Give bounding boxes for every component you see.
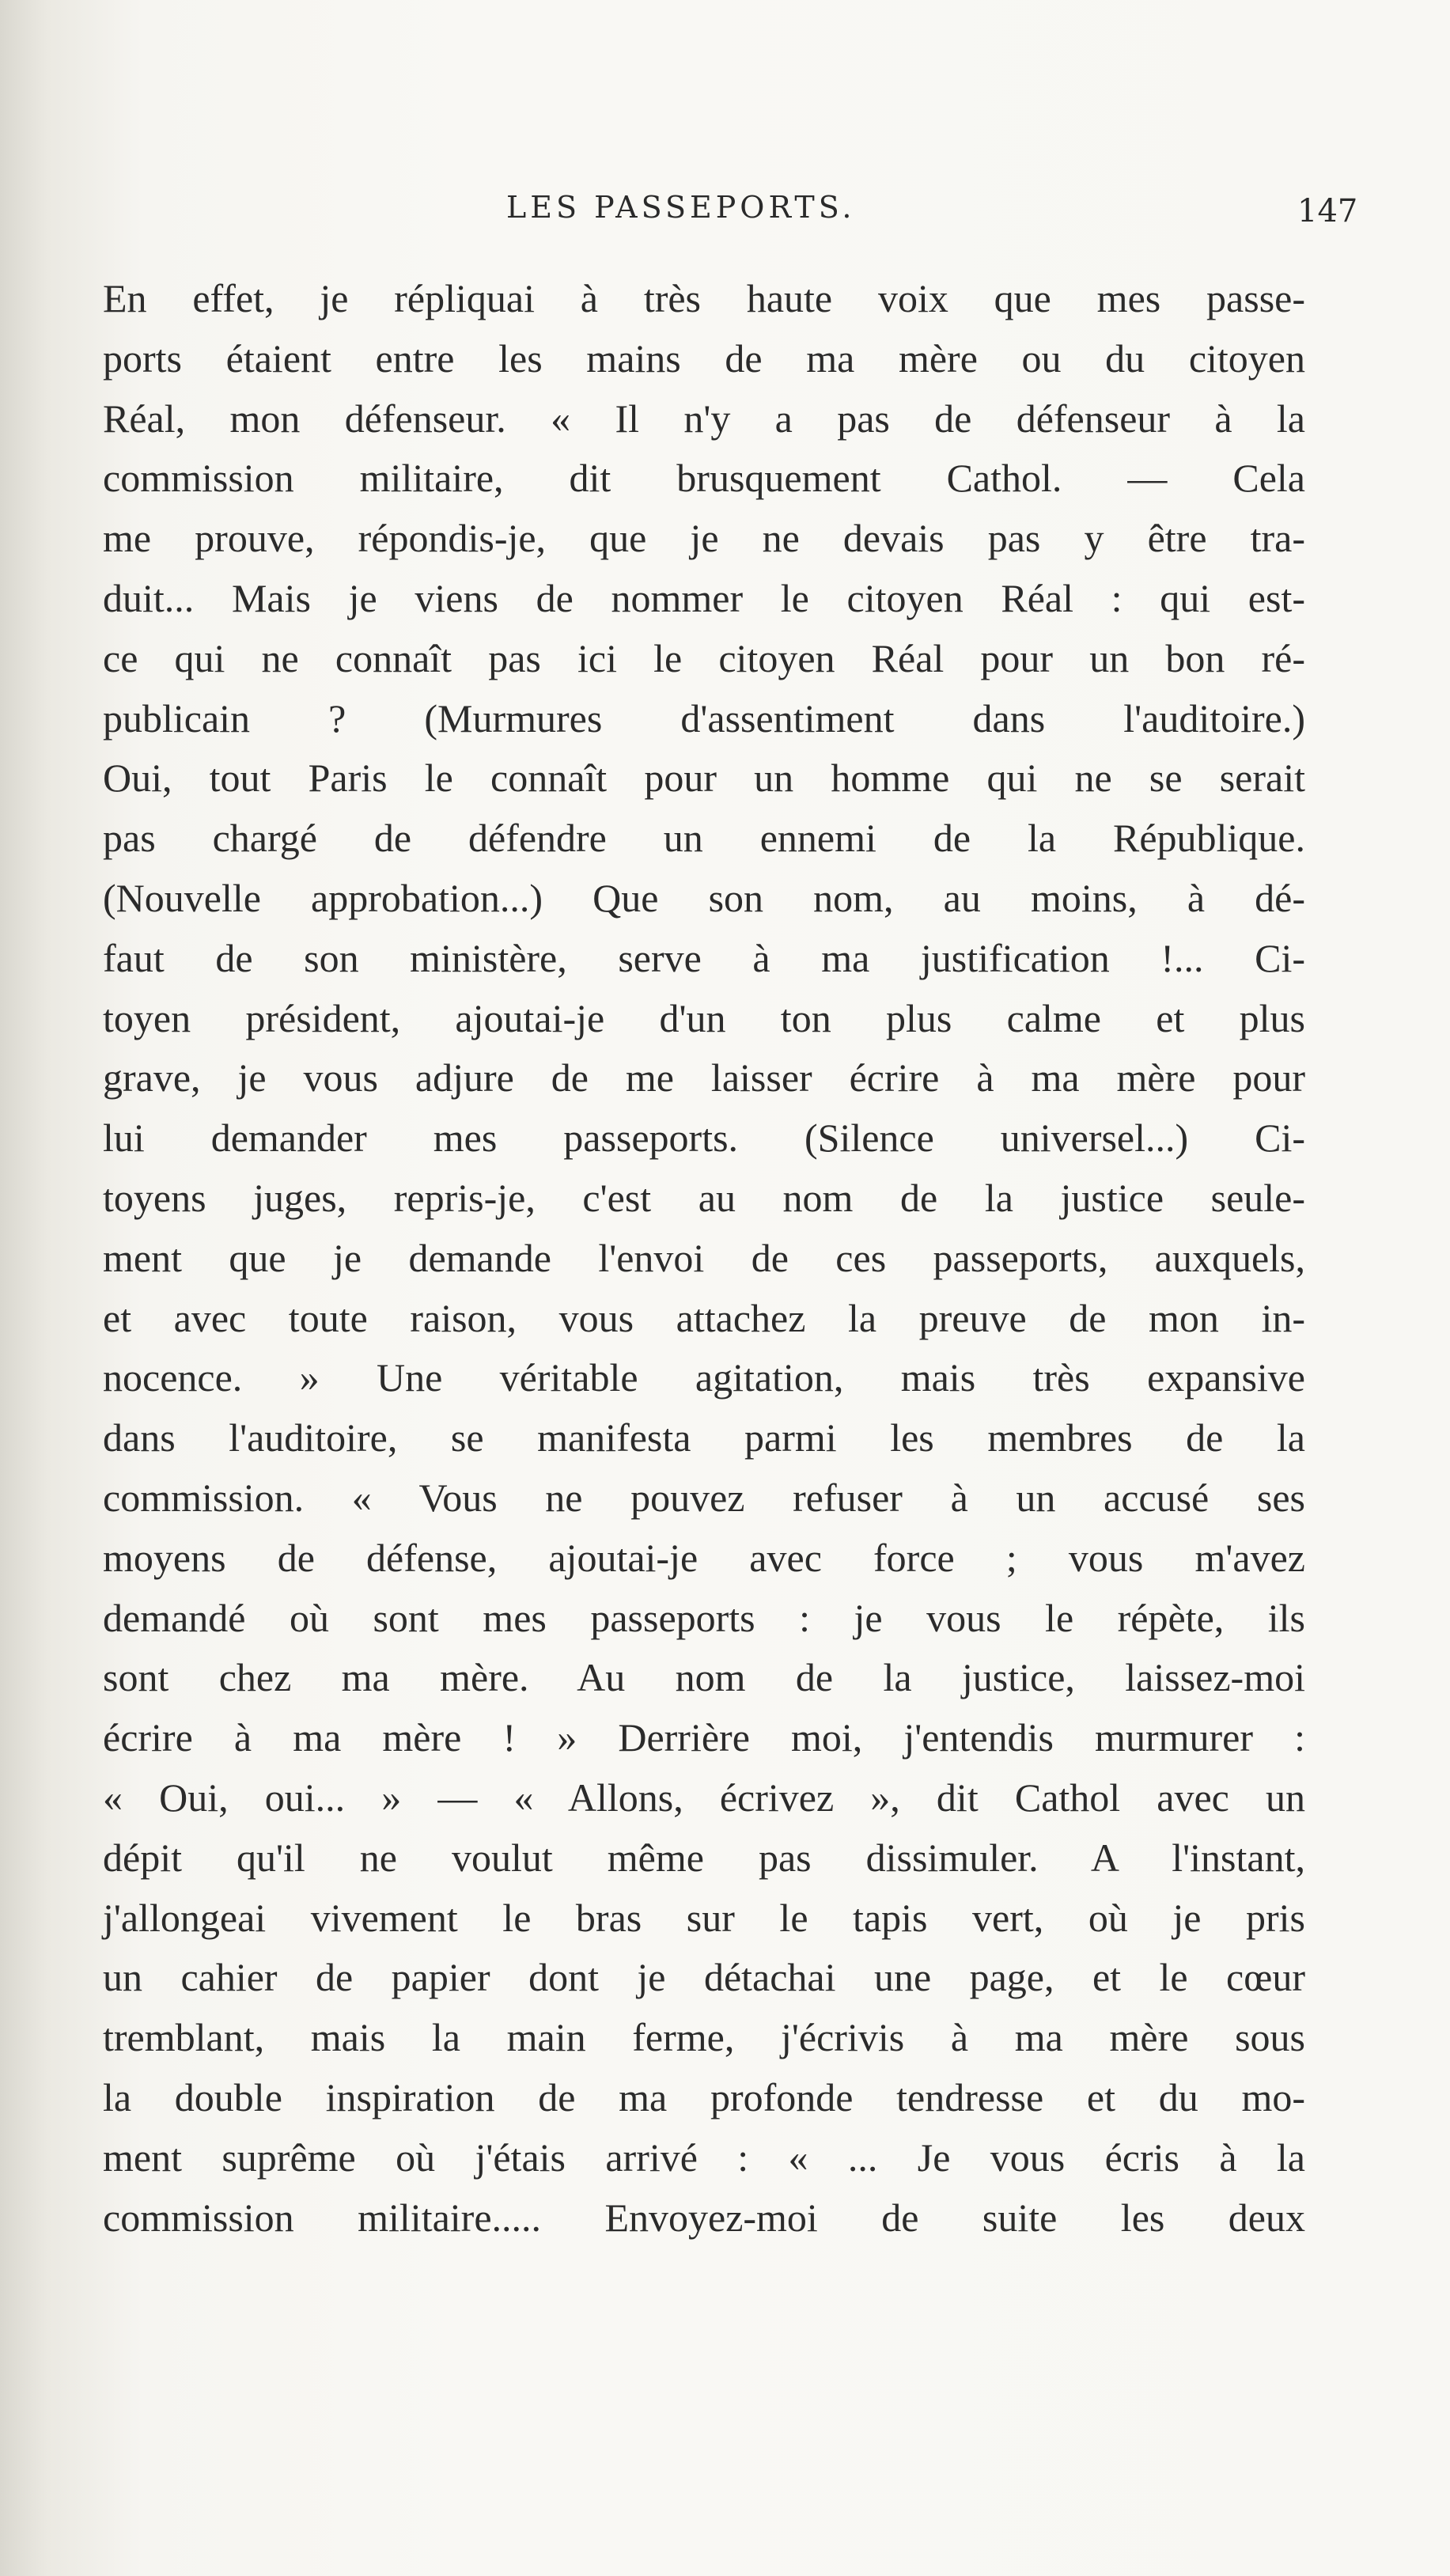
text-line: ce qui ne connaît pas ici le citoyen Réal pour un bon ré- <box>103 635 1305 680</box>
running-head <box>0 190 1450 237</box>
text-line: pas chargé de défendre un ennemi de la République. <box>103 816 1305 861</box>
text-line: moyens de défense, ajoutai-je avec force ; vous m'avez <box>103 1535 1305 1580</box>
text-line: faut de son ministère, serve à ma justification !... Ci- <box>103 935 1305 980</box>
text-line: Oui, tout Paris le connaît pour un homme qui ne se serait <box>103 756 1305 801</box>
body-text <box>103 269 1305 2248</box>
text-line: sont chez ma mère. Au nom de la justice, laissez-moi <box>103 1655 1305 1700</box>
text-line: toyen président, ajoutai-je d'un ton plus calme et plus <box>103 995 1305 1040</box>
text-line: me prouve, répondis-je, que je ne devais pas y être tra- <box>103 516 1305 561</box>
text-line: commission. « Vous ne pouvez refuser à un accusé ses <box>103 1475 1305 1520</box>
text-line: toyens juges, repris-je, c'est au nom de la justice seule- <box>103 1175 1305 1220</box>
text-line: ment que je demande l'envoi de ces passeports, auxquels, <box>103 1235 1305 1280</box>
text-line: commission militaire, dit brusquement Cathol. — Cela <box>103 456 1305 501</box>
text-line: dépit qu'il ne voulut même pas dissimuler. A l'instant, <box>103 1835 1305 1880</box>
page-number: 147 <box>1297 193 1358 229</box>
text-line: publicain ? (Murmures d'assentiment dans l'auditoire.) <box>103 695 1305 741</box>
text-line: commission militaire..... Envoyez-moi de suite les deux <box>103 2195 1305 2240</box>
text-line: « Oui, oui... » — « Allons, écrivez », dit Cathol avec un <box>103 1775 1305 1820</box>
text-line: un cahier de papier dont je détachai une page, et le cœur <box>103 1955 1305 2000</box>
text-line: (Nouvelle approbation...) Que son nom, au moins, à dé- <box>103 875 1305 920</box>
text-line: Réal, mon défenseur. « Il n'y a pas de défenseur à la <box>103 396 1305 441</box>
text-line: lui demander mes passeports. (Silence universel...) Ci- <box>103 1116 1305 1161</box>
text-line: la double inspiration de ma profonde tendresse et du mo- <box>103 2074 1305 2120</box>
text-line: ports étaient entre les mains de ma mère ou du citoyen <box>103 335 1305 381</box>
text-line: demandé où sont mes passeports : je vous le répète, ils <box>103 1595 1305 1640</box>
text-line: En effet, je répliquai à très haute voix que mes passe- <box>103 276 1305 320</box>
text-line: ment suprême où j'étais arrivé : « ... Je vous écris à la <box>103 2135 1305 2180</box>
running-title: LES PASSEPORTS. <box>506 190 856 225</box>
text-line: j'allongeai vivement le bras sur le tapis vert, où je pris <box>103 1895 1305 1940</box>
text-line: nocence. » Une véritable agitation, mais très expansive <box>103 1355 1305 1400</box>
text-line: tremblant, mais la main ferme, j'écrivis à ma mère sous <box>103 2015 1305 2060</box>
text-line: dans l'auditoire, se manifesta parmi les membres de la <box>103 1415 1305 1460</box>
text-line: écrire à ma mère ! » Derrière moi, j'entendis murmurer : <box>103 1715 1305 1760</box>
text-line: duit... Mais je viens de nommer le citoyen Réal : qui est- <box>103 575 1305 620</box>
text-line: et avec toute raison, vous attachez la preuve de mon in- <box>103 1295 1305 1340</box>
text-line: grave, je vous adjure de me laisser écrire à ma mère pour <box>103 1055 1305 1100</box>
